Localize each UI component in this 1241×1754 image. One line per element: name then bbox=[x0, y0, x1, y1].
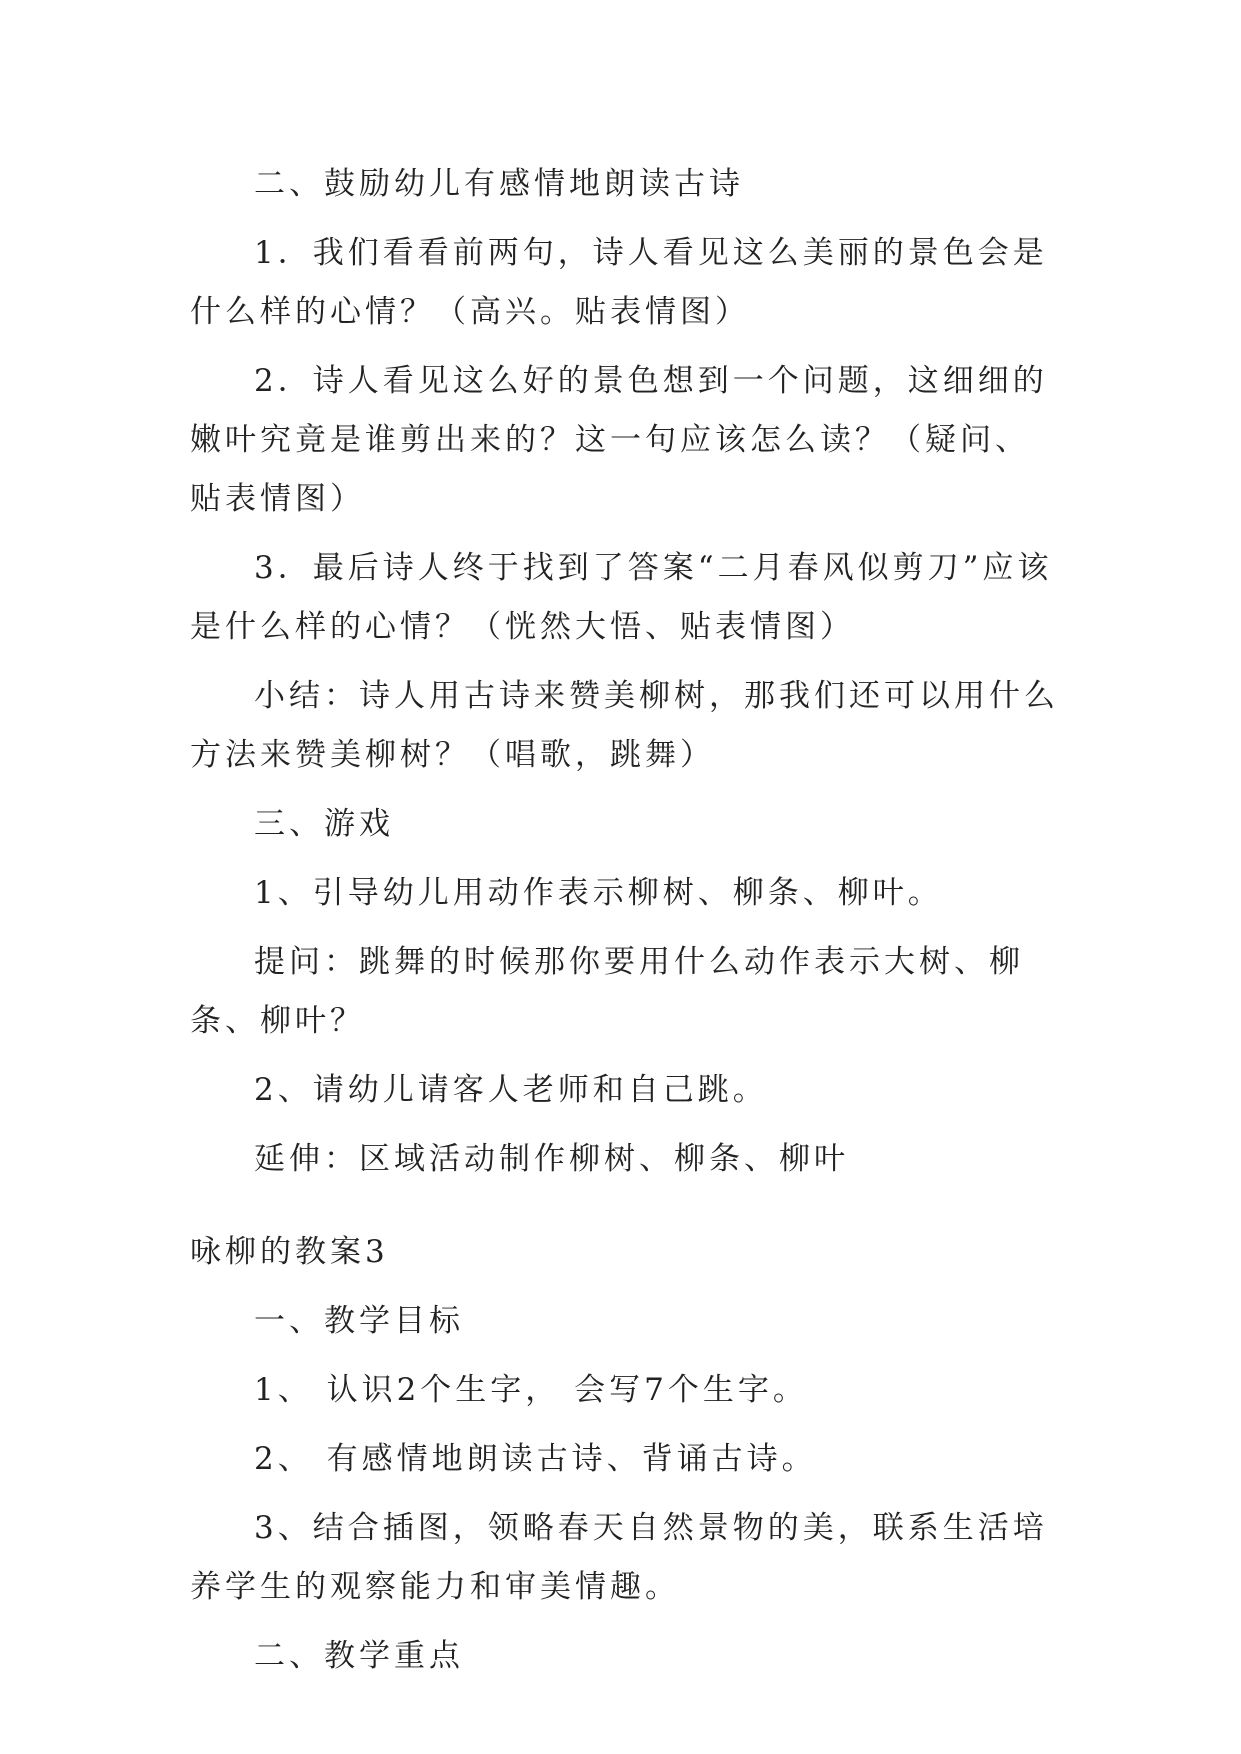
paragraph: 小结：诗人用古诗来赞美柳树，那我们还可以用什么方法来赞美柳树？（唱歌，跳舞） bbox=[190, 678, 1059, 773]
paragraph: 1、引导幼儿用动作表示柳树、柳条、柳叶。 bbox=[254, 875, 943, 911]
paragraph: 3、结合插图，领略春天自然景物的美，联系生活培养学生的观察能力和审美情趣。 bbox=[190, 1510, 1048, 1605]
document-page bbox=[190, 155, 1060, 1696]
paragraph: 延伸：区域活动制作柳树、柳条、柳叶 bbox=[254, 1141, 849, 1177]
paragraph: 1、 认识2个生字， 会写7个生字。 bbox=[254, 1372, 808, 1408]
paragraph: 2、 有感情地朗读古诗、背诵古诗。 bbox=[254, 1441, 817, 1477]
paragraph: 2、请幼儿请客人老师和自己跳。 bbox=[254, 1072, 768, 1108]
section-heading: 咏柳的教案3 bbox=[190, 1234, 389, 1270]
paragraph: 二、教学重点 bbox=[254, 1638, 464, 1674]
paragraph: 二、鼓励幼儿有感情地朗读古诗 bbox=[254, 166, 744, 202]
paragraph: 一、教学目标 bbox=[254, 1303, 464, 1339]
paragraph: 1．我们看看前两句，诗人看见这么美丽的景色会是什么样的心情？（高兴。贴表情图） bbox=[190, 235, 1048, 330]
paragraph: 三、游戏 bbox=[254, 806, 394, 842]
paragraph: 3．最后诗人终于找到了答案“二月春风似剪刀”应该是什么样的心情？（恍然大悟、贴表情图） bbox=[190, 550, 1053, 645]
paragraph: 提问：跳舞的时候那你要用什么动作表示大树、柳条、柳叶？ bbox=[190, 944, 1024, 1039]
paragraph: 2．诗人看见这么好的景色想到一个问题，这细细的嫩叶究竟是谁剪出来的？这一句应该怎么读？（疑问、贴表情图） bbox=[190, 363, 1048, 517]
